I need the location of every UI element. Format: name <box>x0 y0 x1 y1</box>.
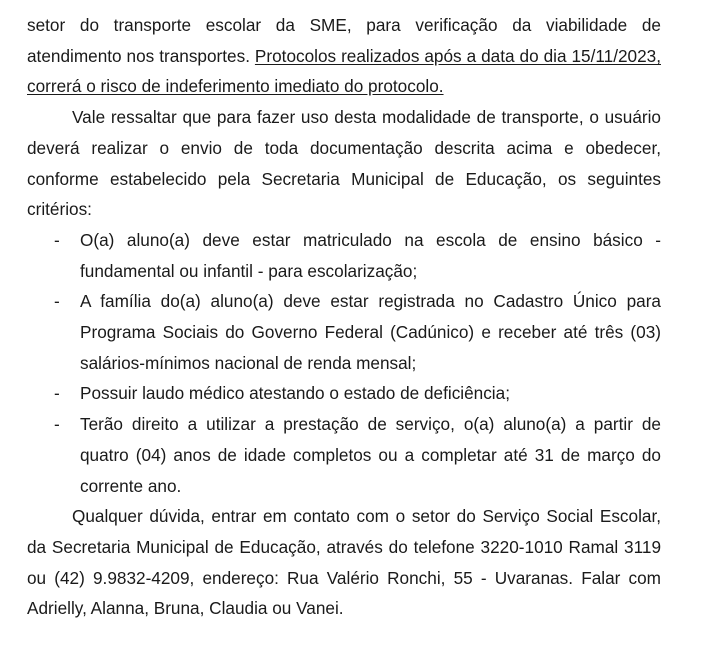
list-item <box>54 409 661 501</box>
criteria-text: Terão direito a utilizar a prestação de serviço, o(a) aluno(a) a partir de quatro (04) anos de idade completos ou a completar até 31 de março do corrente ano. <box>80 414 661 496</box>
paragraph-requirements-intro: Vale ressaltar que para fazer uso desta modalidade de transporte, o usuário deverá realizar o envio de toda documentação descrita acima e obedecer, conforme estabelecido pela Secretaria Municipal de Educação, os seguintes critérios: <box>27 107 661 220</box>
criteria-text: A família do(a) aluno(a) deve estar registrada no Cadastro Único para Programa Sociais do Governo Federal (Cadúnico) e receber até três (03) salários-mínimos nacional de renda mensal; <box>80 291 661 373</box>
criteria-list <box>27 225 661 501</box>
criteria-text: O(a) aluno(a) deve estar matriculado na escola de ensino básico - fundamental ou infantil - para escolarização; <box>80 229 661 281</box>
list-item <box>54 225 661 286</box>
document-page <box>27 10 661 624</box>
list-item <box>54 378 661 409</box>
paragraph-contact-info: Qualquer dúvida, entrar em contato com o setor do Serviço Social Escolar, da Secretaria Municipal de Educação, através do telefone 3220-1010 Ramal 3119 ou (42) 9.9832-4209, endereço: Rua Valério Ronchi, 55 - Uvaranas. Falar com Adrielly, Alanna, Bruna, Claudia ou Vanei. <box>27 506 661 619</box>
list-bullet: - <box>54 414 60 435</box>
deadline-warning: Protocolos realizados após a data do dia 15/11/2023, correrá o risco de indeferimento imediato do protocolo. <box>27 45 661 97</box>
paragraph-transport-text: setor do transporte escolar da SME, para verificação da viabilidade de atendimento nos transportes. <box>27 15 661 66</box>
criteria-text: Possuir laudo médico atestando o estado de deficiência; <box>80 383 510 404</box>
paragraph-transport-sector <box>27 10 661 102</box>
list-bullet: - <box>54 229 60 250</box>
list-item <box>54 286 661 378</box>
list-bullet: - <box>54 383 60 404</box>
list-bullet: - <box>54 291 60 312</box>
